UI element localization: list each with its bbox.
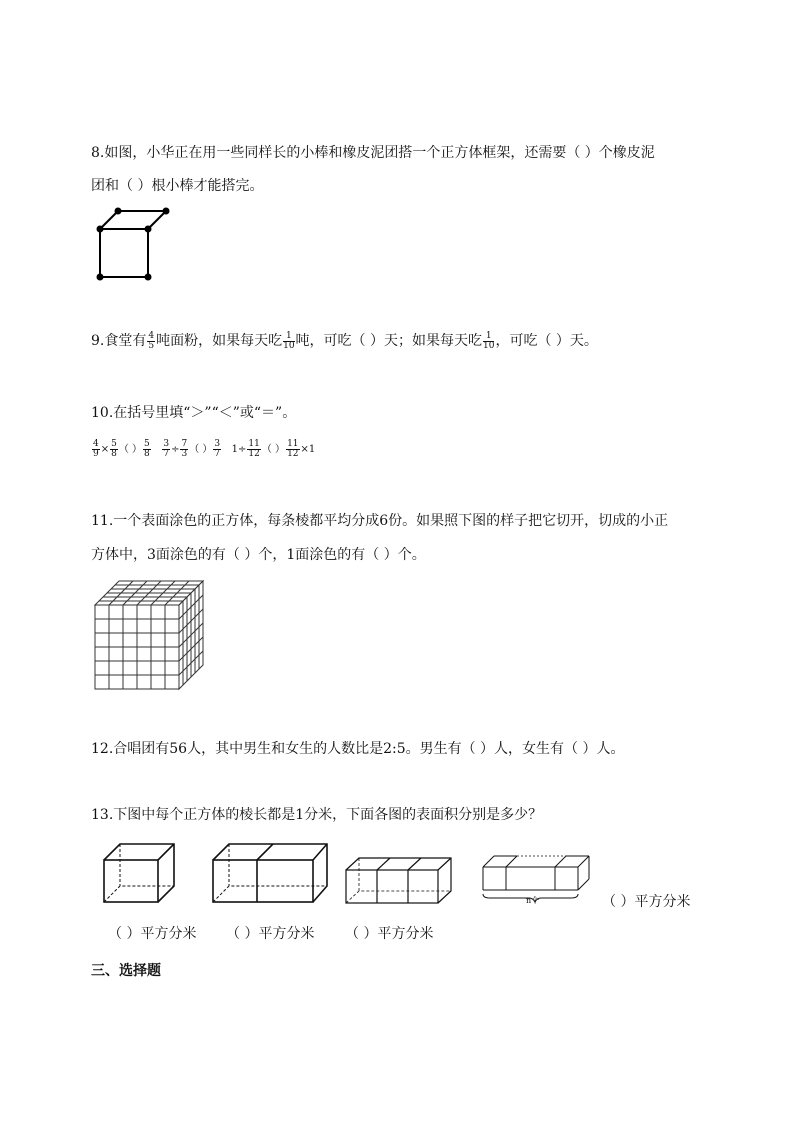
answer-blank-3: （ ）平方分米 xyxy=(345,926,434,942)
q8-line2: 团和（ ）根小棒才能搭完。 xyxy=(91,178,264,194)
q10-comparisons: $\frac{4}{9}$ × $\frac{5}{8}$ （ ） $\frac{5}{8}$ $\frac{3}{7}$ ÷ $\frac{7}{3}$ （ ） $\frac{3}{7}$ 1÷ $\frac{11}{12}$ （ ） $\frac{11}{12}$ ×1 xyxy=(93,439,316,459)
fraction-1-10-a: $\frac{1}{10}$ xyxy=(283,330,295,351)
q8-line1: 8.如图，小华正在用一些同样长的小棒和橡皮泥团搭一个正方体框架，还需要（ ）个橡皮泥 xyxy=(91,145,655,161)
q13-line1: 13.下图中每个正方体的棱长都是1分米，下面各图的表面积分别是多少？ xyxy=(91,807,543,823)
fraction-4-5: $\frac{4}{5}$ xyxy=(148,330,155,351)
partial-cube-frame-figure xyxy=(92,204,174,286)
two-cube-figure xyxy=(209,840,331,906)
answer-blank-4: （ ）平方分米 xyxy=(602,894,691,910)
n-count-label: n个 xyxy=(526,896,540,905)
answer-blank-2: （ ）平方分米 xyxy=(226,926,315,942)
three-cube-figure xyxy=(343,855,455,907)
single-cube-figure xyxy=(100,840,180,906)
fraction-1-10-b: $\frac{1}{10}$ xyxy=(483,330,495,351)
section-title: 三、选择题 xyxy=(91,963,161,979)
q12-line1: 12.合唱团有56人，其中男生和女生的人数比是2:5。男生有（ ）人，女生有（ ）人。 xyxy=(91,741,625,757)
q11-line2: 方体中，3面涂色的有（ ）个，1面涂色的有（ ）个。 xyxy=(91,547,426,563)
answer-blank-1: （ ）平方分米 xyxy=(108,926,197,942)
q9-line: 9.食堂有 $\frac{4}{5}$ 吨面粉，如果每天吃 $\frac{1}{10}$ 吨，可吃（ ）天；如果每天吃 $\frac{1}{10}$ ，可吃（ ）天。 xyxy=(91,330,598,351)
q10-title: 10.在括号里填“＞”“＜”或“＝”。 xyxy=(91,405,297,421)
6x6-cube-grid-figure xyxy=(92,578,210,694)
q11-line1: 11.一个表面涂色的正方体，每条棱都平均分成6份。如果照下图的样子把它切开，切成的小正 xyxy=(91,513,669,529)
